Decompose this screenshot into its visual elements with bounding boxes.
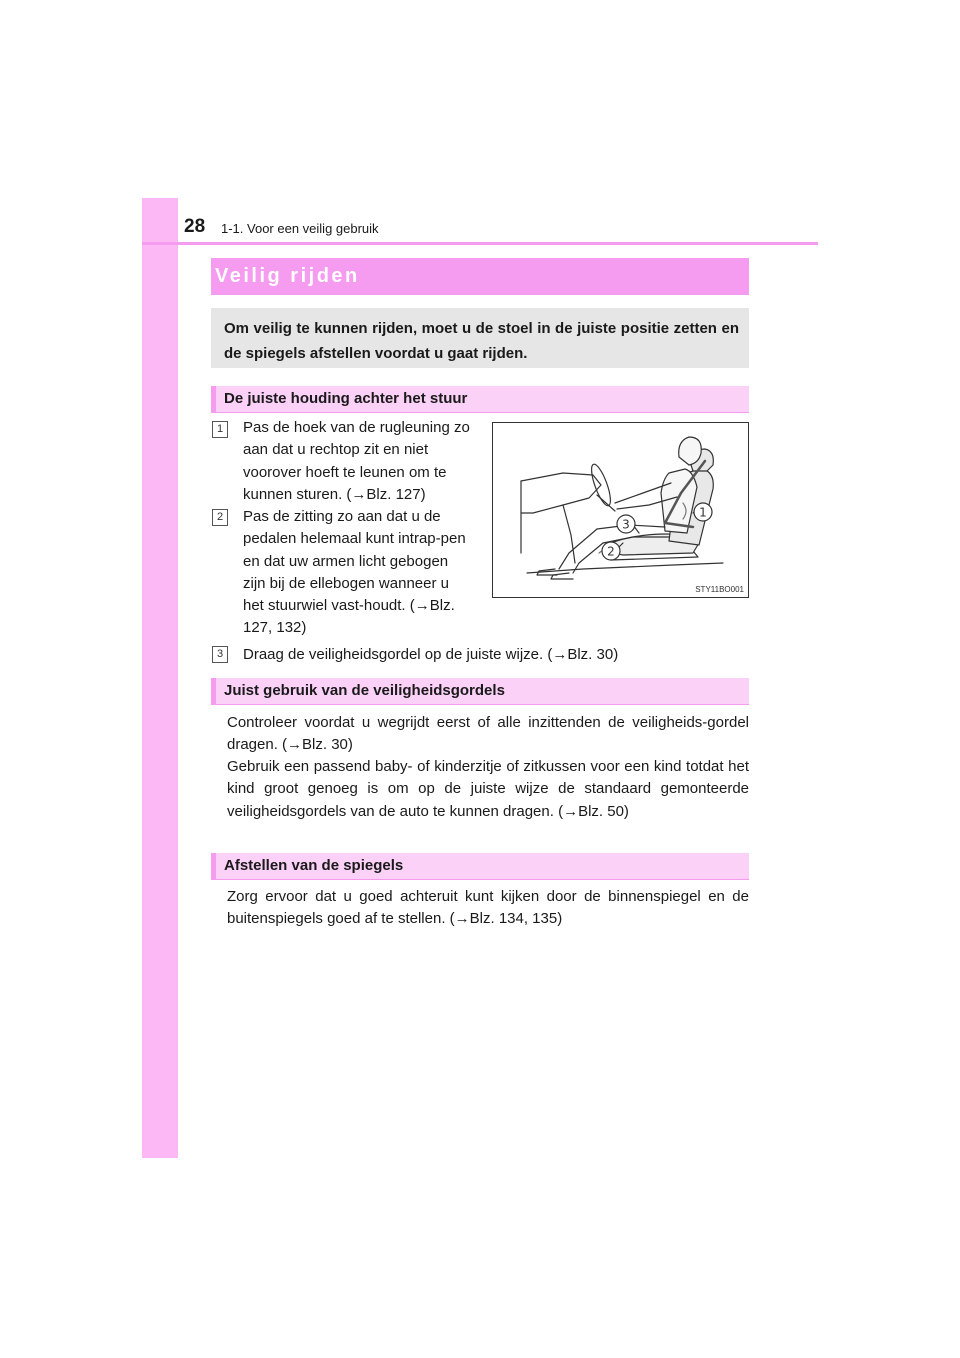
section-title-bar [211,258,749,295]
step-number-2: 2 [212,509,228,526]
paragraph-child-seat: Gebruik een passend baby- of kinderzitje of zitkussen voor een kind totdat het kind groot genoeg is om op de juiste wijze de standaard gemonteerde veiligheidsgordels van de auto te kunnen dragen. (→Blz. 50) [227,758,749,820]
paragraph-seatbelt-check: Controleer voordat u wegrijdt eerst of alle inzittenden de veiligheids-gordel dragen. (→Blz. 30) [227,714,749,754]
subsection-heading-text: De juiste houding achter het stuur [224,390,468,407]
subsection-heading-text: Afstellen van de spiegels [224,857,404,874]
callout-3: 3 [622,517,630,532]
driver-seat-drawing [493,423,748,597]
step-text-1: Pas de hoek van de rugleuning zo aan dat u rechtop zit en niet voorover hoeft te leunen om te kunnen sturen. (→Blz. 127) [243,419,470,503]
callout-2: 2 [607,544,615,559]
page-sidebar-tab [142,198,178,1158]
subsection-heading-mirrors [211,853,749,880]
figure-code: STY11BO001 [695,585,744,594]
step-text-2: Pas de zitting zo aan dat u de pedalen helemaal kunt intrap-pen en dat uw armen licht gebogen zijn bij de ellebogen wanneer u het stuurwiel vast-houdt. (→Blz. 127, 132) [243,508,466,637]
callout-1: 1 [699,505,707,520]
page-number: 28 [184,216,206,237]
step-number-3: 3 [212,646,228,663]
intro-box [211,308,749,368]
subsection-heading-seatbelts [211,678,749,705]
intro-text: Om veilig te kunnen rijden, moet u de stoel in de juiste positie zetten en de spiegels afstellen voordat u gaat rijden. [224,320,739,362]
step-number-1: 1 [212,421,228,438]
paragraph-mirrors: Zorg ervoor dat u goed achteruit kunt kijken door de binnenspiegel en de buitenspiegels goed af te stellen. (→Blz. 134, 135) [227,888,749,928]
subsection-heading-text: Juist gebruik van de veiligheidsgordels [224,682,505,699]
chapter-title: 1-1. Voor een veilig gebruik [221,221,379,236]
subsection-heading-posture [211,386,749,413]
section-title: Veilig rijden [215,265,360,287]
step-text-3: Draag de veiligheidsgordel op de juiste wijze. (→Blz. 30) [243,646,619,663]
header-rule [142,242,818,245]
seat-position-illustration [492,422,749,598]
